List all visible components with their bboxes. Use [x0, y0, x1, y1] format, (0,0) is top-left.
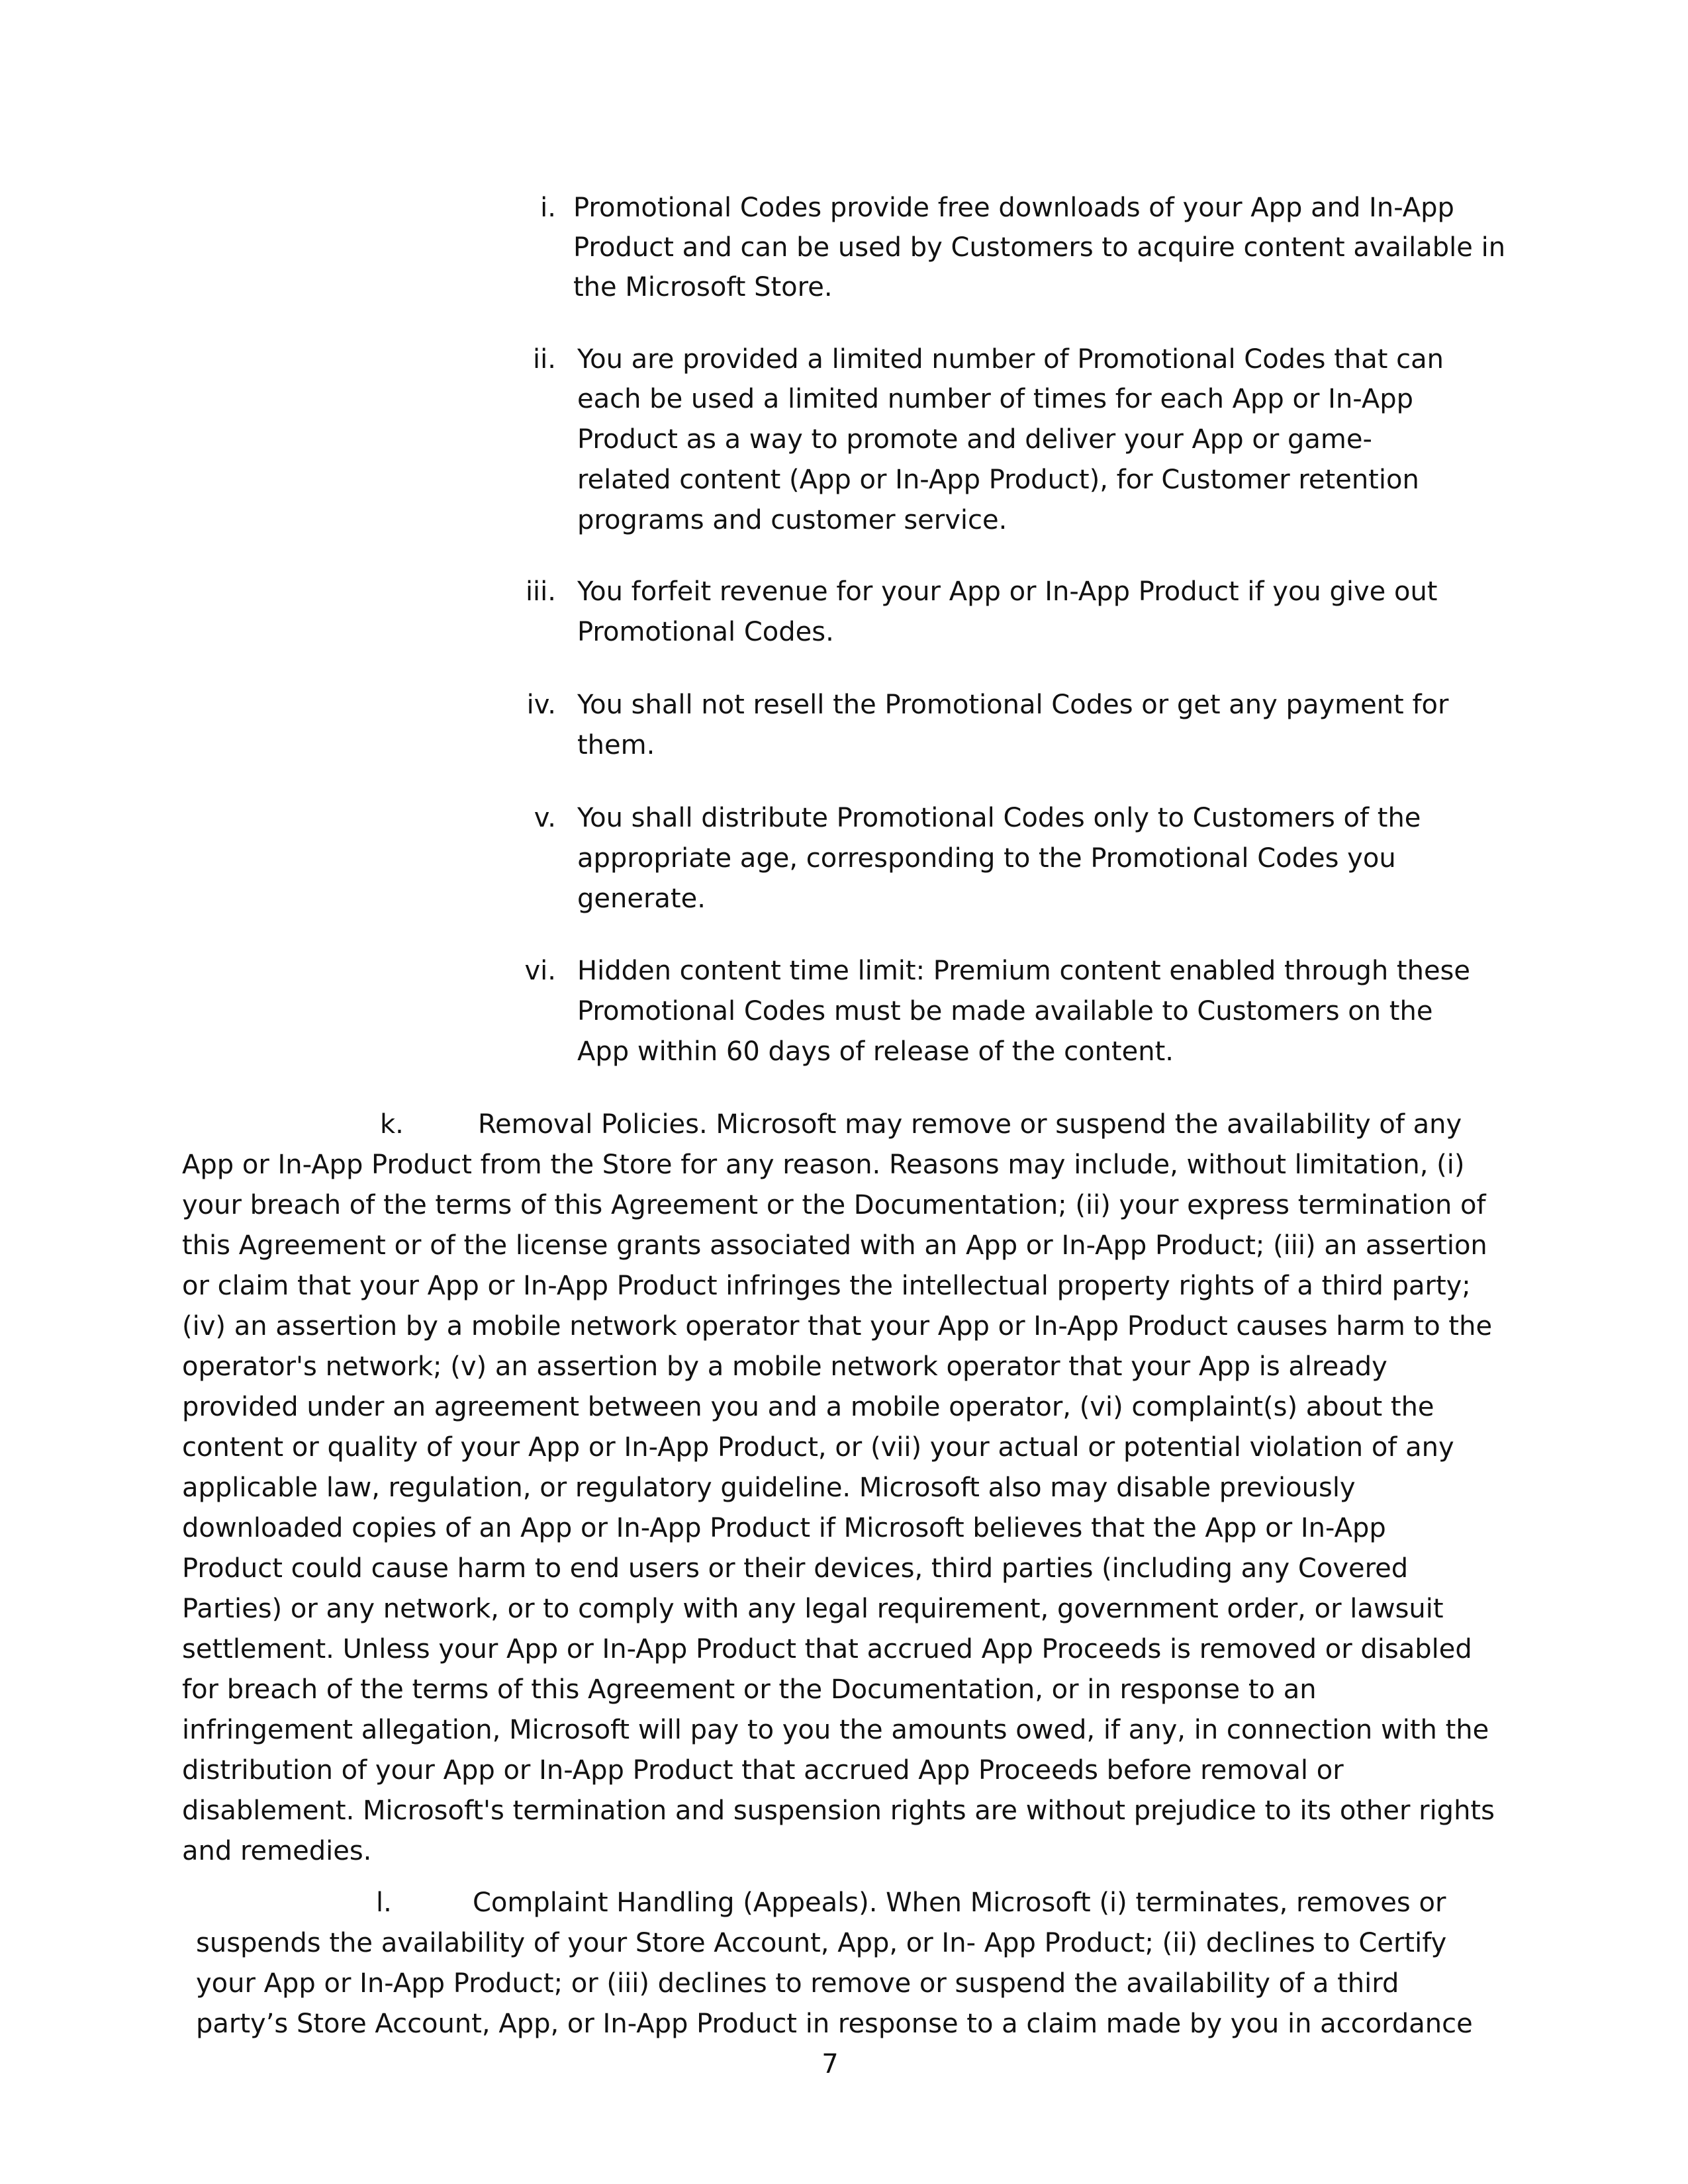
paragraph-line: Parties) or any network, or to comply with any legal requirement, government order, or lawsuit	[182, 1594, 1444, 1624]
paragraph-line: or claim that your App or In-App Product infringes the intellectual property rights of a third party;	[182, 1271, 1471, 1301]
list-item-line: related content (App or In-App Product), for Customer retention	[577, 465, 1419, 495]
list-item-line: Promotional Codes.	[577, 617, 834, 647]
list-item-line: Hidden content time limit: Premium content enabled through these	[577, 956, 1471, 986]
list-item-line: You shall distribute Promotional Codes only to Customers of the	[577, 803, 1421, 833]
list-item-line: the Microsoft Store.	[573, 272, 833, 302]
list-item-number: iv.	[526, 690, 556, 720]
list-item-line: appropriate age, corresponding to the Promotional Codes you	[577, 843, 1396, 874]
paragraph-line: applicable law, regulation, or regulatory guideline. Microsoft also may disable previously	[182, 1473, 1356, 1503]
list-item-line: them.	[577, 730, 655, 760]
list-item-line: You forfeit revenue for your App or In-App Product if you give out	[577, 576, 1438, 607]
paragraph-line: infringement allegation, Microsoft will pay to you the amounts owed, if any, in connection with the	[182, 1715, 1489, 1745]
paragraph-line: suspends the availability of your Store Account, App, or In- App Product; (ii) declines to Certify	[196, 1928, 1447, 1958]
list-item-number: ii.	[533, 344, 556, 375]
list-item-line: Promotional Codes must be made available to Customers on the	[577, 996, 1433, 1026]
list-item-number: i.	[540, 193, 556, 223]
list-item-line: programs and customer service.	[577, 505, 1008, 535]
paragraph-line: (iv) an assertion by a mobile network operator that your App or In-App Product causes harm to the	[182, 1311, 1493, 1342]
paragraph-line: operator's network; (v) an assertion by a mobile network operator that your App is already	[182, 1351, 1387, 1382]
paragraph-line: disablement. Microsoft's termination and suspension rights are without prejudice to its other rights	[182, 1796, 1495, 1826]
paragraph-line: distribution of your App or In-App Product that accrued App Proceeds before removal or	[182, 1755, 1344, 1786]
list-item-number: vi.	[524, 956, 556, 986]
paragraph-line: App or In-App Product from the Store for any reason. Reasons may include, without limitation, (i)	[182, 1150, 1465, 1180]
paragraph-line: for breach of the terms of this Agreement or the Documentation, or in response to an	[182, 1674, 1317, 1705]
paragraph-line: this Agreement or of the license grants associated with an App or In-App Product; (iii) an assertion	[182, 1230, 1487, 1261]
paragraph-line: your App or In-App Product; or (iii) declines to remove or suspend the availability of a third	[196, 1968, 1399, 1999]
list-item-line: generate.	[577, 884, 706, 914]
paragraph-line: Removal Policies. Microsoft may remove or suspend the availability of any	[478, 1109, 1462, 1140]
paragraph-line: provided under an agreement between you and a mobile operator, (vi) complaint(s) about the	[182, 1392, 1434, 1422]
paragraph-line: content or quality of your App or In-App Product, or (vii) your actual or potential violation of any	[182, 1432, 1454, 1463]
list-item-line: Product as a way to promote and deliver your App or game-	[577, 424, 1372, 455]
paragraph-line: party’s Store Account, App, or In-App Product in response to a claim made by you in accordance	[196, 2009, 1473, 2039]
section-letter: k.	[380, 1109, 404, 1140]
section-letter: l.	[376, 1888, 392, 1918]
list-item-line: App within 60 days of release of the content.	[577, 1036, 1174, 1067]
list-item-line: Promotional Codes provide free downloads of your App and In-App	[573, 193, 1454, 223]
paragraph-line: your breach of the terms of this Agreement or the Documentation; (ii) your express termination of	[182, 1190, 1486, 1220]
paragraph-line: downloaded copies of an App or In-App Product if Microsoft believes that the App or In-App	[182, 1513, 1386, 1543]
paragraph-line: Complaint Handling (Appeals). When Microsoft (i) terminates, removes or	[473, 1888, 1446, 1918]
list-item-line: You are provided a limited number of Promotional Codes that can	[577, 344, 1444, 375]
list-item-line: You shall not resell the Promotional Codes or get any payment for	[577, 690, 1449, 720]
list-item-number: iii.	[525, 576, 556, 607]
paragraph-line: Product could cause harm to end users or their devices, third parties (including any Covered	[182, 1553, 1409, 1584]
list-item-line: Product and can be used by Customers to acquire content available in	[573, 232, 1506, 263]
list-item-line: each be used a limited number of times for each App or In-App	[577, 384, 1413, 414]
paragraph-line: settlement. Unless your App or In-App Product that accrued App Proceeds is removed or disabled	[182, 1634, 1472, 1664]
list-item-number: v.	[534, 803, 556, 833]
page-number: 7	[821, 2049, 839, 2079]
paragraph-line: and remedies.	[182, 1836, 372, 1866]
